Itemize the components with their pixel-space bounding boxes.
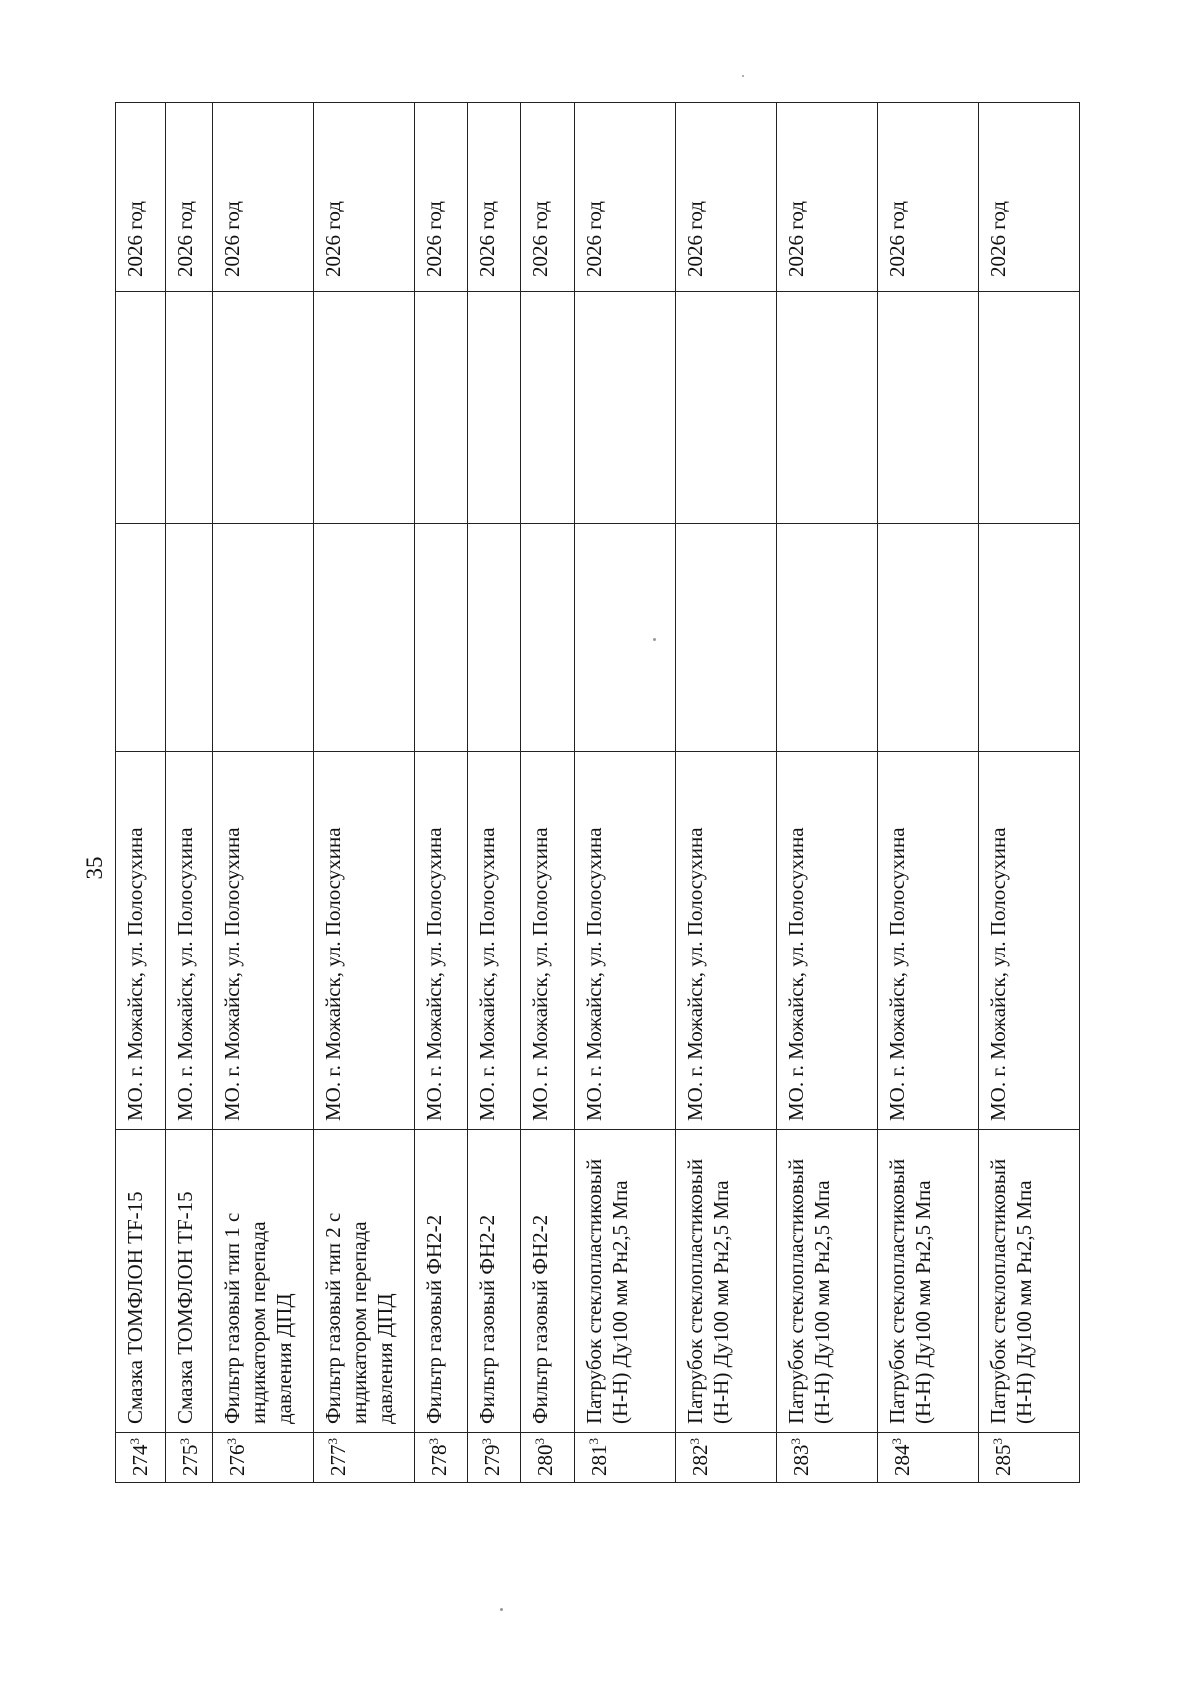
year-cell: 2026 год xyxy=(212,103,313,292)
row-number xyxy=(521,1433,574,1483)
row-number xyxy=(776,1433,877,1483)
empty-cell xyxy=(313,524,414,752)
row-number xyxy=(212,1433,313,1483)
empty-cell xyxy=(414,524,467,752)
scan-speck xyxy=(742,75,744,77)
table-row xyxy=(116,103,166,1483)
item-name-cell: Патрубок стеклопластиковый (Н-Н) Ду100 мм Рн2,5 Мпа xyxy=(978,1130,1079,1433)
item-name-cell: Фильтр газовый ФН2-2 xyxy=(468,1130,521,1433)
table-row xyxy=(574,103,675,1483)
row-number-superscript: 3 xyxy=(223,1438,239,1445)
empty-cell xyxy=(776,292,877,524)
empty-cell xyxy=(776,524,877,752)
row-number-value: 281 xyxy=(586,1444,611,1476)
year-cell: 2026 год xyxy=(521,103,574,292)
row-number-superscript: 3 xyxy=(787,1438,803,1445)
table-row xyxy=(877,103,978,1483)
address-cell: МО. г. Можайск, ул. Полосухина xyxy=(212,752,313,1130)
item-name-cell: Фильтр газовый тип 1 с индикатором перепада давления ДПД xyxy=(212,1130,313,1433)
table-row xyxy=(212,103,313,1483)
empty-cell xyxy=(166,292,213,524)
empty-cell xyxy=(116,292,166,524)
row-number-value: 275 xyxy=(178,1444,202,1476)
row-number-value: 283 xyxy=(788,1444,813,1476)
address-cell: МО. г. Можайск, ул. Полосухина xyxy=(675,752,776,1130)
address-cell: МО. г. Можайск, ул. Полосухина xyxy=(166,752,213,1130)
empty-cell xyxy=(877,524,978,752)
empty-cell xyxy=(468,524,521,752)
row-number-value: 284 xyxy=(889,1444,914,1476)
year-cell: 2026 год xyxy=(877,103,978,292)
year-cell: 2026 год xyxy=(116,103,166,292)
row-number xyxy=(574,1433,675,1483)
row-number xyxy=(414,1433,467,1483)
row-number xyxy=(468,1433,521,1483)
year-cell: 2026 год xyxy=(675,103,776,292)
page-number: 35 xyxy=(82,856,107,880)
table-row xyxy=(313,103,414,1483)
table-row xyxy=(468,103,521,1483)
empty-cell xyxy=(978,292,1079,524)
year-cell: 2026 год xyxy=(468,103,521,292)
year-cell: 2026 год xyxy=(776,103,877,292)
table-container xyxy=(115,103,1080,1483)
row-number-value: 276 xyxy=(224,1444,249,1476)
year-cell: 2026 год xyxy=(978,103,1079,292)
address-cell: МО. г. Можайск, ул. Полосухина xyxy=(414,752,467,1130)
scan-speck xyxy=(653,638,656,641)
row-number xyxy=(978,1433,1079,1483)
row-number-superscript: 3 xyxy=(989,1438,1005,1445)
item-name-cell: Фильтр газовый тип 2 с индикатором перепада давления ДПД xyxy=(313,1130,414,1433)
address-cell: МО. г. Можайск, ул. Полосухина xyxy=(574,752,675,1130)
year-cell: 2026 год xyxy=(414,103,467,292)
address-cell: МО. г. Можайск, ул. Полосухина xyxy=(521,752,574,1130)
row-number-superscript: 3 xyxy=(532,1438,548,1445)
empty-cell xyxy=(675,292,776,524)
address-cell: МО. г. Можайск, ул. Полосухина xyxy=(468,752,521,1130)
row-number-superscript: 3 xyxy=(888,1438,904,1445)
table-row xyxy=(414,103,467,1483)
empty-cell xyxy=(166,524,213,752)
empty-cell xyxy=(574,524,675,752)
row-number-value: 274 xyxy=(128,1444,152,1476)
row-number-value: 277 xyxy=(325,1444,350,1476)
scan-speck xyxy=(500,1608,503,1611)
row-number-superscript: 3 xyxy=(177,1438,192,1445)
row-number-value: 278 xyxy=(426,1444,451,1476)
empty-cell xyxy=(675,524,776,752)
empty-cell xyxy=(574,292,675,524)
item-name-cell: Патрубок стеклопластиковый (Н-Н) Ду100 мм Рн2,5 Мпа xyxy=(574,1130,675,1433)
row-number-value: 285 xyxy=(990,1444,1015,1476)
item-name-cell: Смазка ТОМФЛОН TF-15 xyxy=(166,1130,213,1433)
table-row xyxy=(776,103,877,1483)
row-number xyxy=(877,1433,978,1483)
row-number xyxy=(313,1433,414,1483)
empty-cell xyxy=(116,524,166,752)
row-number-superscript: 3 xyxy=(324,1438,340,1445)
empty-cell xyxy=(414,292,467,524)
empty-cell xyxy=(468,292,521,524)
row-number-superscript: 3 xyxy=(479,1438,495,1445)
row-number-value: 280 xyxy=(533,1444,558,1476)
table-row xyxy=(675,103,776,1483)
row-number xyxy=(116,1433,166,1483)
address-cell: МО. г. Можайск, ул. Полосухина xyxy=(877,752,978,1130)
row-number-superscript: 3 xyxy=(127,1438,142,1445)
empty-cell xyxy=(521,292,574,524)
table-body xyxy=(116,103,1080,1483)
year-cell: 2026 год xyxy=(166,103,213,292)
item-name-cell: Фильтр газовый ФН2-2 xyxy=(414,1130,467,1433)
address-cell: МО. г. Можайск, ул. Полосухина xyxy=(978,752,1079,1130)
inventory-table xyxy=(115,102,1080,1483)
item-name-cell: Смазка ТОМФЛОН TF-15 xyxy=(116,1130,166,1433)
empty-cell xyxy=(521,524,574,752)
row-number-value: 282 xyxy=(687,1444,712,1476)
item-name-cell: Патрубок стеклопластиковый (Н-Н) Ду100 мм Рн2,5 Мпа xyxy=(776,1130,877,1433)
row-number xyxy=(166,1433,213,1483)
year-cell: 2026 год xyxy=(574,103,675,292)
item-name-cell: Фильтр газовый ФН2-2 xyxy=(521,1130,574,1433)
item-name-cell: Патрубок стеклопластиковый (Н-Н) Ду100 мм Рн2,5 Мпа xyxy=(877,1130,978,1433)
empty-cell xyxy=(212,524,313,752)
table-row xyxy=(978,103,1079,1483)
address-cell: МО. г. Можайск, ул. Полосухина xyxy=(116,752,166,1130)
row-number-superscript: 3 xyxy=(425,1438,441,1445)
empty-cell xyxy=(212,292,313,524)
row-number-superscript: 3 xyxy=(686,1438,702,1445)
address-cell: МО. г. Можайск, ул. Полосухина xyxy=(776,752,877,1130)
table-row xyxy=(521,103,574,1483)
empty-cell xyxy=(978,524,1079,752)
row-number xyxy=(675,1433,776,1483)
table-row xyxy=(166,103,213,1483)
empty-cell xyxy=(877,292,978,524)
item-name-cell: Патрубок стеклопластиковый (Н-Н) Ду100 мм Рн2,5 Мпа xyxy=(675,1130,776,1433)
empty-cell xyxy=(313,292,414,524)
row-number-value: 279 xyxy=(480,1444,505,1476)
row-number-superscript: 3 xyxy=(585,1438,601,1445)
address-cell: МО. г. Можайск, ул. Полосухина xyxy=(313,752,414,1130)
year-cell: 2026 год xyxy=(313,103,414,292)
